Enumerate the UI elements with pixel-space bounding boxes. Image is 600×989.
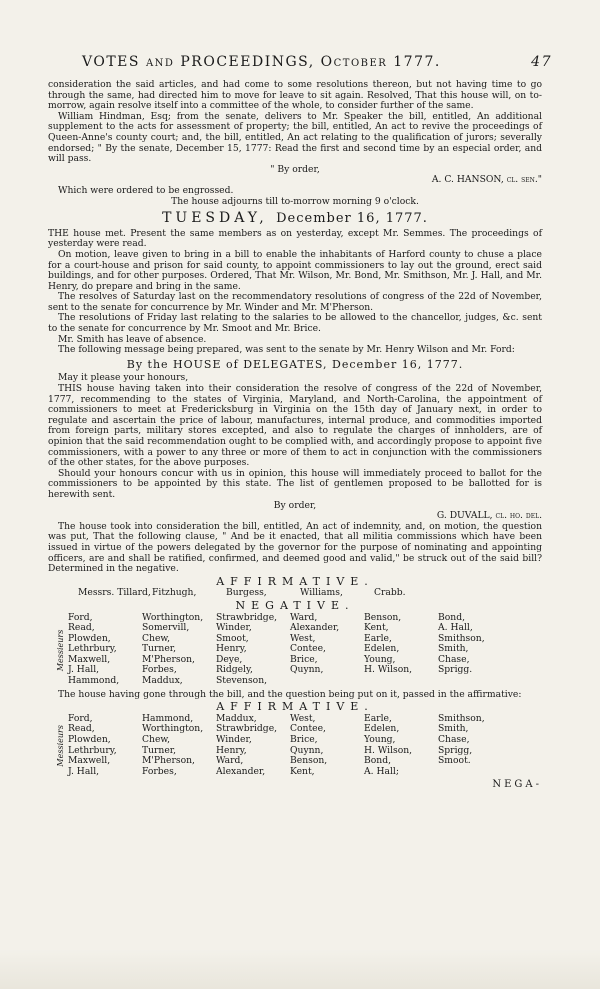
name-column [290,714,364,778]
voter-name: Stevenson, [216,675,268,687]
signature: G. DUVALL, cl. ho. del. [436,510,542,522]
voter-name: Plowden, [68,632,111,644]
name-column [364,613,438,687]
document-body [48,80,542,791]
voter-name: Williams, [300,587,343,599]
voter-name: Plowden, [68,734,111,746]
message-heading: By the HOUSE of DELEGATES, December 16, 1777. [126,357,464,371]
paragraph: The resolves of Saturday last on the recommendatory resolutions of congress of the 22d of November, sent to the senate for concurrence by Mr. Winder and Mr. M'Pherson. [48,291,542,313]
voter-name: Forbes, [142,664,177,676]
voter-name: Turner, [142,744,177,756]
voter-name: West, [290,632,316,644]
voter-name: Bond, [364,755,392,767]
voter-name: Earle, [364,712,392,724]
voter-name: H. Wilson, [364,744,413,756]
negative-names [48,613,542,687]
voter-name: Worthington, [142,611,204,623]
affirmative-names [48,714,542,778]
voter-name: Maddux, [142,675,183,687]
voter-name: J. Hall, [68,664,100,676]
voter-name: Maxwell, [68,653,111,665]
voter-name: Maxwell, [68,755,111,767]
voter-name: Edelen, [364,643,400,655]
name-column [142,714,216,778]
name-column [216,714,290,778]
by-order: By order, [273,499,317,511]
voter-name [438,767,512,778]
name-column [216,613,290,687]
voter-name: Alexander, [216,765,266,777]
paragraph: THIS house having taken into their consideration the resolve of congress of the 22d of November, 1777, recommending to the states of Virginia, Maryland, and North-Carolina, the appointment of commissioners to meet at Fredericksburg in Virginia on the 15th day of January next, in order to regulate and ascertain the price of labour, manufactures, internal produce, and commodities imported from foreign parts, military stores excepted, and also to regulate the charges of innholders, are of opinion that the said recommendation ought to be complied with, and accordingly propose to appoint five commissioners, with a power to any three or more of them to act in conjunction with the commissioners of the other states, for the above purposes. [48,383,542,469]
voter-name: Ward, [290,611,318,623]
page-number: 47 [531,54,552,70]
voter-name: Smithson, [438,632,485,644]
voter-name: Smith, [438,723,469,735]
paragraph: consideration the said articles, and had come to some resolutions thereon, but not having time to go through the same, had directed him to move for leave to sit again. Resolved, That this house will, on to-morrow, again resolve itself into a committee of the whole, to consider further of the same. [48,79,542,112]
paragraph: Should your honours concur with us in opinion, this house will immediately proceed to ballot for the commissioners to be appointed by this state. The list of gentlemen proposed to be ballotted for is herewith sent. [48,467,542,500]
voter-name [364,676,438,687]
voter-name: Somervill, [142,622,190,634]
name-columns [68,714,542,778]
voter-name: Kent, [290,765,315,777]
voter-name: Hammond, [142,712,194,724]
voter-name: J. Hall, [68,765,100,777]
affirmative-heading: AFFIRMATIVE. [216,700,374,714]
voter-name: Young, [364,653,396,665]
voter-name: Sprigg, [438,744,473,756]
voter-name: Alexander, [290,622,340,634]
messrs-label: Messieurs [56,628,65,671]
voter-name: Smoot. [438,755,471,767]
voter-name: Chase, [438,734,470,746]
voter-name: M'Pherson, [142,653,195,665]
voter-name: West, [290,712,316,724]
messrs-label: Messieurs [56,724,65,767]
voter-name: Messrs. Tillard, [78,587,151,599]
voter-name: Ward, [216,755,244,767]
paragraph: Which were ordered to be engrossed. [58,184,234,196]
voter-name: Hammond, [68,675,120,687]
voter-name: Contee, [290,723,326,735]
paragraph: THE house met. Present the same members as on yesterday, except Mr. Semmes. The proceedings of yesterday were read. [48,227,542,250]
voter-name: Crabb. [374,587,406,599]
catchword: NEGA- [492,779,542,791]
voter-name [438,676,512,687]
voter-name: Forbes, [142,765,177,777]
day-heading [48,210,542,227]
voter-name: Worthington, [142,723,204,735]
voter-name: Chew, [142,734,171,746]
voter-name: Maddux, [216,712,257,724]
running-header [82,54,552,70]
name-column [364,714,438,778]
voter-name: Winder, [216,734,252,746]
name-column [68,613,142,687]
voter-name: Benson, [364,611,402,623]
affirmative-heading: AFFIRMATIVE. [216,574,374,588]
name-column [438,714,512,778]
voter-name: Deye, [216,653,243,665]
voter-name: Burgess, [226,587,267,599]
paragraph: William Hindman, Esq; from the senate, delivers to Mr. Speaker the bill, entitled, An additional supplement to the acts for assessment of property; the bill, entitled, An act to revive the proceedings of Queen-Anne's county court; and, the bill, entitled, An act relating to the qualification of jurors; severally endorsed; " By the senate, December 15, 1777: Read the first and second time by an especial order, and will pass. [48,110,542,165]
paragraph: The following message being prepared, was sent to the senate by Mr. Henry Wilson and Mr. Ford: [58,344,515,356]
day-date: December 16, 1777. [276,211,428,227]
voter-name: Read, [68,723,95,735]
adjournment: The house adjourns till to-morrow morning 9 o'clock. [171,195,419,207]
name-column [438,613,512,687]
voter-name: Kent, [364,622,389,634]
by-order: " By order, [270,163,320,175]
voter-name: Chase, [438,653,470,665]
name-columns [68,613,542,687]
voter-name: Benson, [290,755,328,767]
voter-name: Contee, [290,643,326,655]
voter-name: Ford, [68,712,93,724]
voter-name: Strawbridge, [216,611,278,623]
negative-heading: NEGATIVE. [235,598,355,612]
voter-name: Smithson, [438,712,485,724]
voter-name: Earle, [364,632,392,644]
day-name: TUESDAY, [162,210,268,227]
voter-name: Lethrbury, [68,744,117,756]
header-title: VOTES and PROCEEDINGS, October 1777. [82,54,441,70]
voter-name: Young, [364,734,396,746]
paragraph: The house took into consideration the bill, entitled, An act of indemnity, and, on motion, the question was put, That the following clause, " And be it enacted, that all militia commissions which have been issued in virtue of the powers delegated by the governor for the purpose of nominating and appointing officers, are and shall be ratified, confirmed, and deemed good and valid," be struck out of the said bill? Determined in the negative. [48,520,542,575]
name-column [142,613,216,687]
voter-name: Winder, [216,622,252,634]
voter-name: Read, [68,622,95,634]
voter-name: Sprigg. [438,664,473,676]
voter-name: Smith, [438,643,469,655]
affirmative-names [48,588,542,599]
paragraph: The house having gone through the bill, and the question being put on it, passed in the affirmative: [58,688,522,700]
salutation: May it please your honours, [58,372,189,384]
voter-name: Bond, [438,611,466,623]
voter-name: M'Pherson, [142,755,195,767]
paragraph: Mr. Smith has leave of absence. [58,333,207,345]
voter-name: Smoot, [216,632,249,644]
voter-name: Edelen, [364,723,400,735]
voter-name: Quynn, [290,744,324,756]
signature: A. C. HANSON, cl. sen." [431,174,542,186]
voter-name: Turner, [142,643,177,655]
voter-name: Henry, [216,744,247,756]
voter-name: Fitzhugh, [152,587,197,599]
voter-name: Strawbridge, [216,723,278,735]
paragraph: The resolutions of Friday last relating to the salaries to be allowed to the chancellor, judges, &c. sent to the senate for concurrence by Mr. Smoot and Mr. Brice. [48,312,542,335]
voter-name: Ridgely, [216,664,253,676]
voter-name: Quynn, [290,664,324,676]
voter-name: Brice, [290,653,318,665]
voter-name: Brice, [290,734,318,746]
voter-name: Lethrbury, [68,643,117,655]
voter-name [290,676,364,687]
page-edge [0,949,600,989]
voter-name: H. Wilson, [364,664,413,676]
voter-name: A. Hall, [438,622,473,634]
voter-name: Ford, [68,611,93,623]
voter-name: Chew, [142,632,171,644]
name-column [68,714,142,778]
voter-name: A. Hall; [364,765,399,777]
voter-name: Henry, [216,643,247,655]
name-column [290,613,364,687]
paragraph: On motion, leave given to bring in a bill to enable the inhabitants of Harford county to chuse a place for a court-house and prison for said county, to appoint commissioners to lay out the ground, erect said buildings, and for other purposes. Ordered, That Mr. Wilson, Mr. Bond, Mr. Smithson, Mr. J. Hall, and Mr. Henry, do prepare and bring in the same. [48,248,542,292]
